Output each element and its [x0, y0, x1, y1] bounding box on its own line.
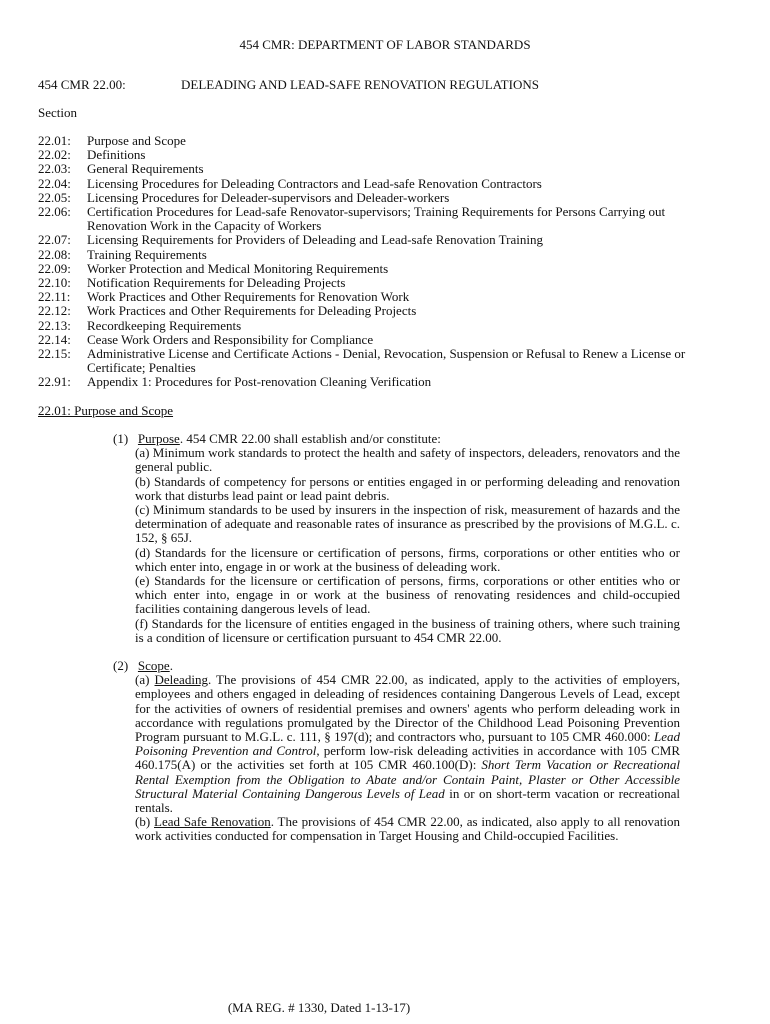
toc-entry-title: Appendix 1: Procedures for Post-renovation Cleaning Verification: [87, 374, 432, 390]
scope-num: (2): [113, 658, 129, 673]
section-label: Section: [38, 105, 77, 120]
scope-label: Scope: [137, 658, 170, 673]
toc-entry-title: Purpose and Scope: [87, 133, 186, 148]
toc-entry-number: 22.13:: [38, 317, 71, 333]
toc-entry-number: 22.02:: [38, 147, 71, 163]
purpose-item: (e) Standards for the licensure or certification of persons, firms, corporations or other entities who or which enter into, engage in or work at the business of renovating residences and child-occupied facilities containing dangerous levels of lead.: [135, 573, 680, 617]
toc-entry-number: 22.11:: [38, 289, 71, 305]
toc-entry-number: 22.06:: [38, 204, 71, 220]
toc-entry-title: Worker Protection and Medical Monitoring Requirements: [87, 260, 389, 276]
toc-entry-title: General Requirements: [87, 161, 204, 177]
purpose-intro: [113, 432, 680, 446]
toc-entry: [38, 262, 718, 276]
scope-a-text: , perform low-risk deleading activities in accordance with 105 CMR 460.175(A) or the activities set forth at 105 CMR 460.100(D):: [135, 743, 680, 773]
scope-b-text: . The provisions of 454 CMR 22.00, as indicated, also apply to all renovation work activities conducted for compensation in Target Housing and Child-occupied Facilities.: [135, 814, 680, 844]
toc-entry-number: 22.91:: [38, 374, 71, 390]
toc-entry: [38, 347, 718, 375]
page-header: 454 CMR: DEPARTMENT OF LABOR STANDARDS: [239, 37, 531, 52]
scope-a-citation: Short Term Vacation or Recreational Rental Exemption from the Obligation to Abate and/or Contain Paint, Plaster or Other Accessible Structural Material Containing Dangerous Levels of Lead: [135, 757, 680, 801]
purpose-paragraph: [113, 431, 680, 645]
purpose-item: (c) Minimum standards to be used by insurers in the inspection of risk, measurement of hazards and the determination of adequate and reasonable rates of insurance as prescribed by the provisions of M.G.L. c. 152, § 65J.: [135, 502, 680, 546]
table-of-contents: [38, 134, 718, 390]
purpose-label: Purpose: [137, 431, 180, 446]
toc-entry-title: Licensing Procedures for Deleader-supervisors and Deleader-workers: [87, 189, 450, 205]
toc-entry-number: 22.14:: [38, 331, 71, 347]
purpose-num: (1): [113, 431, 129, 446]
toc-entry-title: Work Practices and Other Requirements for Deleading Projects: [87, 303, 417, 319]
toc-entry-number: 22.15:: [38, 346, 71, 362]
toc-entry: [38, 319, 718, 333]
toc-entry-number: 22.12:: [38, 303, 71, 319]
toc-entry: [38, 162, 718, 176]
scope-intro: [113, 659, 680, 673]
toc-entry: [38, 177, 718, 191]
toc-entry: [38, 304, 718, 318]
toc-entry: [38, 290, 718, 304]
scope-a-text: in or on short-term vacation or recreational rentals.: [135, 785, 680, 816]
scope-a-prefix: (a): [135, 672, 155, 688]
toc-entry: [38, 205, 718, 233]
scope-a-text: . The provisions of 454 CMR 22.00, as indicated, apply to the activities of employers, employees and others engaged in deleading of residences containing Dangerous Levels of Lead, except for the activities of owners of residential premises and owners' agents who perform deleading work in accordance with regulations promulgated by the Director of the Childhood Lead Poisoning Prevention Program pursuant to M.G.L. c. 111, § 197(d); and contractors who, pursuant to 105 CMR 460.000:: [135, 672, 680, 745]
toc-entry-title: Certification Procedures for Lead-safe Renovator-supervisors; Training Requirements for Persons Carrying out Renovation Work in the Capacity of Workers: [87, 204, 666, 234]
toc-entry: [38, 191, 718, 205]
page-footer: (MA REG. # 1330, Dated 1-13-17): [227, 1000, 411, 1015]
toc-entry-number: 22.07:: [38, 232, 71, 248]
purpose-item: (d) Standards for the licensure or certification of persons, firms, corporations or other entities who or which enter into, engage in or work at the business of deleading work.: [135, 544, 680, 574]
toc-entry-title: Recordkeeping Requirements: [87, 317, 242, 333]
scope-item-a: [135, 673, 680, 815]
toc-entry-title: Notification Requirements for Deleading Projects: [87, 275, 346, 291]
toc-entry: [38, 375, 718, 389]
purpose-item: (f) Standards for the licensure of entities engaged in the business of training others, where such training is a condition of licensure or certification pursuant to 454 CMR 22.00.: [135, 615, 680, 645]
purpose-intro-text: . 454 CMR 22.00 shall establish and/or constitute:: [179, 431, 441, 446]
toc-entry-number: 22.08:: [38, 246, 71, 262]
scope-b-label: Lead Safe Renovation: [154, 814, 271, 830]
toc-entry: [38, 134, 718, 148]
toc-entry-number: 22.03:: [38, 161, 71, 177]
toc-entry-title: Training Requirements: [87, 246, 207, 262]
toc-entry: [38, 148, 718, 162]
toc-entry-number: 22.09:: [38, 260, 71, 276]
toc-entry: [38, 248, 718, 262]
toc-entry-title: Definitions: [87, 147, 146, 163]
regulation-name: DELEADING AND LEAD-SAFE RENOVATION REGULATIONS: [181, 77, 539, 92]
purpose-item: (a) Minimum work standards to protect the health and safety of inspectors, deleaders, renovators and the general public.: [135, 445, 680, 475]
regulation-code: 454 CMR 22.00:: [38, 77, 126, 92]
toc-entry-number: 22.01:: [38, 133, 71, 148]
toc-entry-number: 22.04:: [38, 175, 71, 191]
scope-a-label: Deleading: [154, 672, 208, 688]
toc-entry-title: Work Practices and Other Requirements for Renovation Work: [87, 289, 410, 305]
scope-period: .: [169, 658, 173, 673]
toc-entry-number: 22.05:: [38, 189, 71, 205]
toc-entry-number: 22.10:: [38, 275, 71, 291]
scope-paragraph: [113, 658, 680, 844]
toc-entry-title: Administrative License and Certificate Actions - Denial, Revocation, Suspension or Refusal to Renew a License or Certificate; Penalties: [87, 346, 686, 376]
section-heading-22-01: 22.01: Purpose and Scope: [38, 403, 174, 418]
scope-a-citation: Lead Poisoning Prevention and Control: [135, 729, 680, 759]
toc-entry: [38, 233, 718, 247]
toc-entry-title: Licensing Requirements for Providers of Deleading and Lead-safe Renovation Training: [87, 232, 543, 248]
purpose-item: (b) Standards of competency for persons or entities engaged in or performing deleading and renovation work that disturbs lead paint or lead paint debris.: [135, 473, 680, 503]
toc-entry-title: Licensing Procedures for Deleading Contractors and Lead-safe Renovation Contractors: [87, 175, 542, 191]
toc-entry: [38, 276, 718, 290]
scope-b-prefix: (b): [135, 814, 154, 830]
scope-item-b: [135, 815, 680, 843]
toc-entry-title: Cease Work Orders and Responsibility for Compliance: [87, 331, 374, 347]
toc-entry: [38, 333, 718, 347]
